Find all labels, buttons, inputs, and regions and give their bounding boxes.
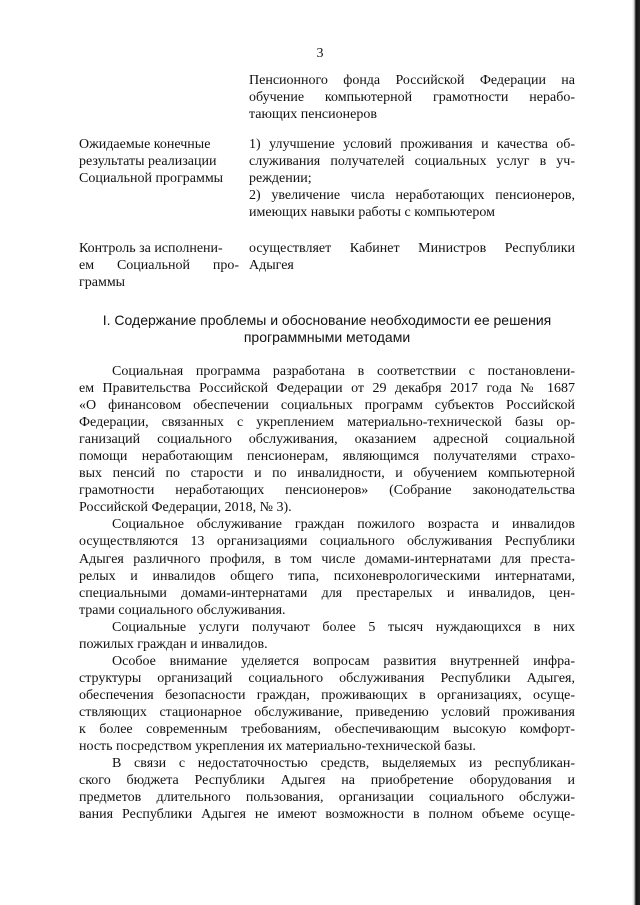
paragraph-line: осуществляются 13 организациями социального обслуживания Республики <box>79 534 575 550</box>
row2-value <box>249 136 575 221</box>
paragraph-line: Федерации, связанных с укреплением материально-технической базы ор- <box>79 415 575 431</box>
section-heading <box>79 312 575 346</box>
table-row-3 <box>79 240 575 291</box>
row2-label <box>79 136 239 187</box>
page-number: 3 <box>316 46 324 61</box>
paragraph-line: ганизаций социального обслуживания, оказанием адресной социальной <box>79 432 575 448</box>
row3-label <box>79 240 239 291</box>
row2-label-line: результаты реализации <box>79 154 217 169</box>
paragraph-line: вых пенсий по старости и по инвалидности, и обучением компьютерной <box>79 466 575 482</box>
paragraph-line: Адыгея различного профиля, в том числе домами-интернатами для преста- <box>79 551 575 567</box>
paragraph-line: специальными домами-интернатами для престарелых и инвалидов, цен- <box>79 585 575 601</box>
paragraph-line: помощи неработающим пенсионерам, являющимся получателями страхо- <box>79 449 575 465</box>
paragraph-line: структуры организаций социального обслуживания Республики Адыгея, <box>79 670 575 686</box>
paragraph-line: вания Республики Адыгея не имеют возможности в полном объеме осуще- <box>79 807 575 823</box>
row3-value <box>249 240 575 274</box>
paragraph-2 <box>79 516 575 618</box>
paragraph-4 <box>79 653 575 755</box>
row2-value-line: реждении; <box>249 171 312 186</box>
row3-value-line: осуществляет Кабинет Министров Республики <box>249 241 575 256</box>
row2-value-line: 1) улучшение условий проживания и качества об- <box>249 137 575 152</box>
row2-value-line: служивания получателей социальных услуг в уч- <box>249 154 575 169</box>
paragraph-line: Социальная программа разработана в соответствии с постановлени- <box>112 364 575 379</box>
paragraph-line: ность посредством укрепления их материально-технической базы. <box>79 739 476 755</box>
paragraph-line: В связи с недостаточностью средств, выделяемых из республикан- <box>112 756 575 772</box>
section-heading-line: программными методами <box>243 329 411 345</box>
paragraph-line: Социальное обслуживание граждан пожилого возраста и инвалидов <box>112 517 575 533</box>
paragraph-line: обеспечения безопасности граждан, проживающих в организациях, осуще- <box>79 687 575 703</box>
row3-label-line: граммы <box>79 275 126 290</box>
paragraph-line: Социальные услуги получают более 5 тысяч нуждающихся в них <box>112 619 575 635</box>
row1-value-line: тающих пенсионеров <box>249 107 377 122</box>
paragraph-line: ем Правительства Российской Федерации от 29 декабря 2017 года № 1687 <box>79 381 575 397</box>
paragraph-line: пожилых граждан и инвалидов. <box>79 636 268 652</box>
section-heading-line: I. Содержание проблемы и обоснование необходимости ее решения <box>102 312 552 328</box>
row1-value-line: обучение компьютерной грамотности нерабо- <box>249 90 575 105</box>
paragraph-line: «О финансовом обеспечении социальных программ субъектов Российской <box>79 398 575 414</box>
row2-label-line: Социальной программы <box>79 171 224 186</box>
paragraph-line: Особое внимание уделяется вопросам развития внутренней инфра- <box>112 653 575 669</box>
row2-value-line: имеющих навыки работы с компьютером <box>249 205 495 220</box>
paragraph-line: грамотности неработающих пенсионеров» (Собрание законодательства <box>79 483 575 499</box>
row3-value-line: Адыгея <box>249 258 294 273</box>
paragraph-1 <box>79 363 575 516</box>
row1-value <box>249 72 575 123</box>
paragraph-line: предметов длительного пользования, организации социального обслужи- <box>79 790 575 806</box>
paragraph-3 <box>79 619 575 653</box>
table-row-1 <box>79 72 575 123</box>
row3-label-line: Контроль за исполнени- <box>79 241 223 256</box>
paragraph-5 <box>79 755 575 823</box>
body-text <box>79 363 575 823</box>
paragraph-line: релых и инвалидов общего типа, психоневрологическими интернатами, <box>79 568 575 584</box>
scan-edge <box>632 0 640 905</box>
paragraph-line: трами социального обслуживания. <box>79 602 286 618</box>
row2-label-line: Ожидаемые конечные <box>79 137 211 152</box>
paragraph-line: Российской Федерации, 2018, № 3). <box>79 500 292 516</box>
row1-value-line: Пенсионного фонда Российской Федерации на <box>249 73 575 88</box>
row3-label-line: ем Социальной про- <box>79 258 239 273</box>
paragraph-line: к более современным требованиям, обеспечивающим высокую комфорт- <box>79 721 575 737</box>
paragraph-line: ствляющих стационарное обслуживание, приведению условий проживания <box>79 704 575 720</box>
row2-value-line: 2) увеличение числа неработающих пенсионеров, <box>249 188 575 203</box>
table-row-2 <box>79 136 575 221</box>
paragraph-line: ского бюджета Республики Адыгея на приобретение оборудования и <box>79 773 575 789</box>
